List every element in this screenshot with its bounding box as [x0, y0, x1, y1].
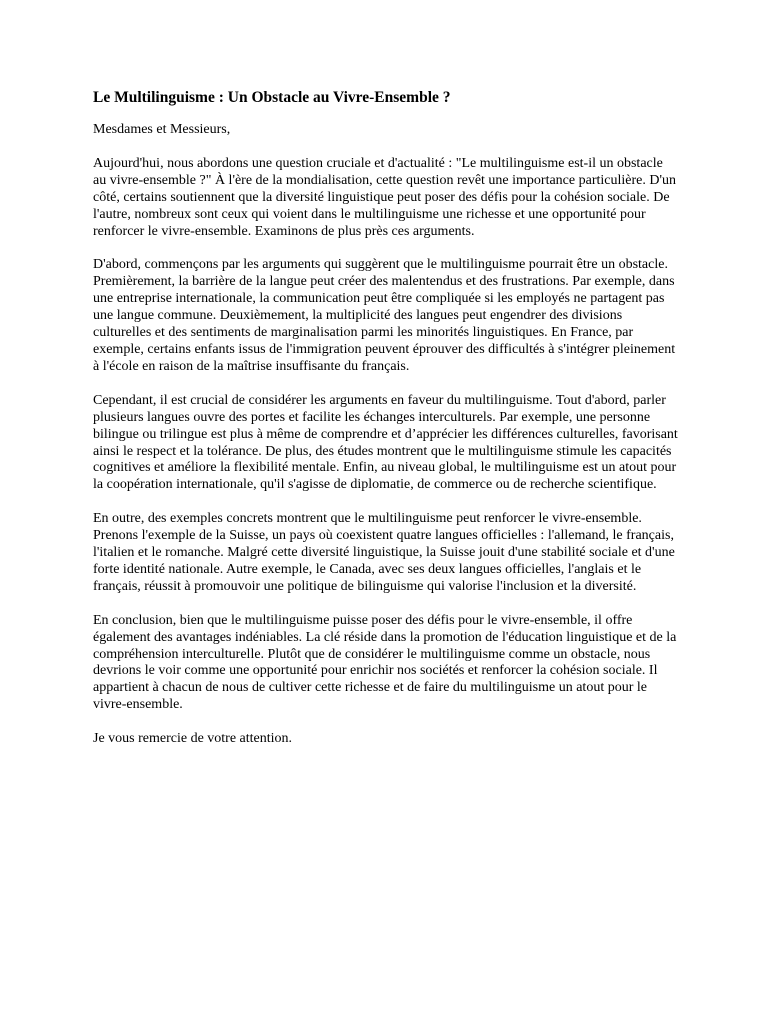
introduction-paragraph: Aujourd'hui, nous abordons une question cruciale et d'actualité : "Le multilinguisme est-il un obstacle au vivre-ensemble ?" À l'ère de la mondialisation, cette question revêt une importance particulière. D'un côté, certains soutiennent que la diversité linguistique peut poser des défis pour la cohésion sociale. De l'autre, nombreux sont ceux qui voient dans le multilinguisme une richesse et une opportunité pour renforcer le vivre-ensemble. Examinons de plus près ces arguments. — [93, 155, 676, 239]
examples-paragraph: En outre, des exemples concrets montrent que le multilinguisme peut renforcer le vivre-ensemble. Prenons l'exemple de la Suisse, un pays où coexistent quatre langues officielles : l'allemand, le français, l'italien et le romanche. Malgré cette diversité linguistique, la Suisse jouit d'une stabilité sociale et d'une forte identité nationale. Autre exemple, le Canada, avec ses deux langues officielles, l'anglais et le français, réussit à promouvoir une politique de bilinguisme qui valorise l'inclusion et la diversité. — [93, 511, 675, 594]
conclusion-paragraph: En conclusion, bien que le multilinguisme puisse poser des défis pour le vivre-ensemble, il offre également des avantages indéniables. La clé réside dans la promotion de l'éducation linguistique et de la compréhension interculturelle. Plutôt que de considérer le multilinguisme comme un obstacle, nous devrions le voir comme une opportunité pour enrichir nos sociétés et renforcer la cohésion sociale. Il appartient à chacun de nous de cultiver cette richesse et de faire du multilinguisme un atout pour le vivre-ensemble. — [93, 612, 677, 713]
favor-arguments-paragraph: Cependant, il est crucial de considérer les arguments en faveur du multilinguisme. Tout d'abord, parler plusieurs langues ouvre des portes et facilite les échanges interculturels. Par exemple, une personne bilingue ou trilingue est plus à même de comprendre et d’apprécier les différences culturelles, favorisant ainsi le respect et la tolérance. De plus, des études montrent que le multilinguisme stimule les capacités cognitives et améliore la flexibilité mentale. Enfin, au niveau global, le multilinguisme est un atout pour la coopération internationale, qu'il s'agisse de diplomatie, de commerce ou de recherche scientifique. — [93, 392, 678, 493]
closing-line: Je vous remercie de votre attention. — [93, 731, 293, 747]
obstacle-arguments-paragraph: D'abord, commençons par les arguments qui suggèrent que le multilinguisme pourrait être un obstacle. Premièrement, la barrière de la langue peut créer des malentendus et des frustrations. Par exemple, dans une entreprise internationale, la communication peut être compliquée si les employés ne partagent pas une langue commune. Deuxièmement, la multiplicité des langues peut engendrer des divisions culturelles et des sentiments de marginalisation parmi les minorités linguistiques. En France, par exemple, certains enfants issus de l'immigration peuvent éprouver des difficultés à s'intégrer pleinement à l'école en raison de la maîtrise insuffisante du français. — [93, 257, 676, 374]
salutation: Mesdames et Messieurs, — [93, 122, 231, 137]
document-title: Le Multilinguisme : Un Obstacle au Vivre-Ensemble ? — [93, 89, 451, 106]
